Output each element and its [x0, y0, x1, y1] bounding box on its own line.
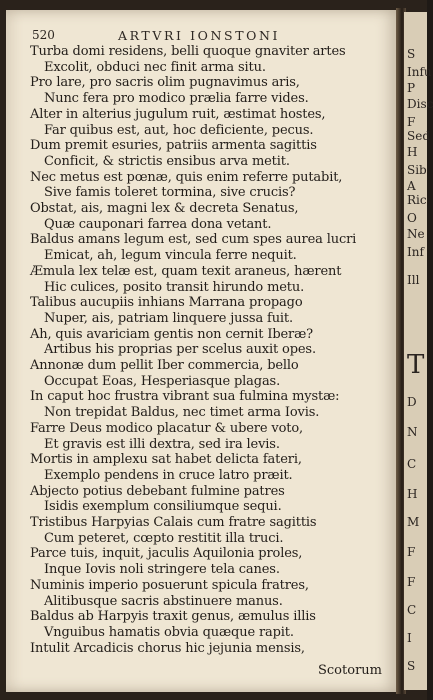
facing-page-fragment: Disc	[407, 97, 433, 111]
verse-line: Annonæ dum pellit Iber commercia, bello	[30, 358, 299, 373]
verse-line: Baldus amans legum est, sed cum spes aurea lucri	[30, 232, 357, 248]
verse-line: Vnguibus hamatis obvia quæque rapit.	[44, 624, 294, 640]
facing-page-fragment: Sed	[407, 129, 431, 143]
facing-page-edge	[404, 12, 433, 690]
verse-line: Nuper, ais, patriam linquere jussa fuit.	[44, 310, 293, 326]
verse-line: Pro lare, pro sacris olim pugnavimus aris,	[30, 75, 300, 91]
verse-line: Abjecto potius debebant fulmine patres	[30, 483, 285, 499]
verse-line: Mortis in amplexu sat habet delicta fateri,	[30, 452, 302, 468]
running-head: ARTVRI IONSTONI	[118, 28, 281, 43]
facing-page-fragment: Infu	[407, 65, 432, 79]
facing-page-fragment: M	[407, 515, 420, 529]
facing-page-fragment: S	[407, 659, 416, 673]
verse-line: Tristibus Harpyias Calais cum fratre sagittis	[30, 515, 317, 530]
verse-line: Nunc fera pro modico prælia farre vides.	[44, 91, 309, 107]
verse-line: Baldus ab Harpyis traxit genus, æmulus illis	[30, 609, 316, 625]
verse-line: Alitibusque sacris abstinuere manus.	[44, 593, 283, 609]
verse-line: Emicat, ah, legum vincula ferre nequit.	[44, 248, 297, 264]
verse-line: Occupat Eoas, Hesperiasque plagas.	[44, 373, 281, 389]
verse-line: Numinis imperio posuerunt spicula fratres,	[30, 577, 309, 593]
verse-line: Et gravis est illi dextra, sed ira levis.	[44, 436, 280, 452]
page-header	[26, 28, 396, 44]
verse-line: Intulit Arcadicis chorus hic jejunia mensis,	[30, 640, 305, 656]
facing-page-fragment: Inf	[407, 245, 424, 259]
verse-line: Dum premit esuries, patriis armenta sagittis	[30, 138, 317, 154]
verse-line: Nec metus est pœnæ, quis enim referre putabit,	[30, 169, 343, 185]
facing-page-fragment: Ric	[407, 193, 427, 207]
verse-line: Quæ cauponari farrea dona vetant.	[44, 216, 272, 232]
left-page	[6, 10, 400, 692]
facing-page-fragment: Ne	[407, 227, 425, 241]
facing-page-fragment: N	[407, 425, 418, 439]
verse-line: Hic culices, posito transit hirundo metu.	[44, 279, 305, 295]
facing-page-fragment: F	[407, 545, 416, 559]
facing-page-fragment: I	[407, 631, 412, 645]
facing-page-fragment: Ill	[407, 273, 420, 287]
facing-page-fragment: S	[407, 47, 416, 61]
verse-line: In caput hoc frustra vibrant sua fulmina mystæ:	[30, 389, 340, 405]
verse-line: Ah, quis avariciam gentis non cernit Iberæ?	[30, 326, 314, 342]
facing-page-fragment: F	[407, 575, 416, 589]
verse-line: Non trepidat Baldus, nec timet arma Iovis.	[44, 405, 320, 421]
facing-page-fragment: O	[407, 211, 417, 225]
facing-page-fragment: D	[407, 395, 417, 409]
verse-line: Farre Deus modico placatur & ubere voto,	[30, 420, 303, 436]
verse-line: Turba domi residens, belli quoque gnaviter artes	[30, 44, 346, 59]
facing-page-fragment: P	[407, 81, 416, 95]
verse-line: Obstat, ais, magni lex & decreta Senatus,	[30, 201, 299, 216]
facing-page-fragment: C	[407, 603, 417, 617]
verse-line: Parce tuis, inquit, jaculis Aquilonia proles,	[30, 546, 303, 562]
verse-line: Talibus aucupiis inhians Marrana propago	[30, 295, 303, 311]
facing-page-fragment: A	[407, 179, 416, 193]
verse-line: Isidis exemplum consiliumque sequi.	[44, 499, 282, 515]
facing-page-fragment: H	[407, 487, 418, 501]
verse-line: Exemplo pendens in cruce latro præit.	[44, 467, 293, 483]
facing-page-fragment: T	[407, 350, 425, 380]
verse-line: Excolit, obduci nec finit arma situ.	[44, 59, 266, 75]
verse-line: Conficit, & strictis ensibus arva metit.	[44, 153, 290, 169]
verse-line: Sive famis toleret tormina, sive crucis?	[44, 185, 296, 201]
facing-page-fragment: H	[407, 145, 418, 159]
catchword: Scotorum	[318, 663, 382, 678]
page-number: 520	[32, 28, 55, 42]
verse-line: Inque Iovis noli stringere tela canes.	[44, 562, 280, 578]
facing-page-fragment: Sib	[407, 163, 427, 177]
facing-page-fragment: F	[407, 115, 416, 129]
verse-line: Artibus his proprias per scelus auxit opes.	[44, 342, 316, 358]
verse-line: Æmula lex telæ est, quam texit araneus, hærent	[30, 263, 342, 279]
verse-line: Cum peteret, cœpto restitit illa truci.	[44, 530, 284, 546]
facing-page-fragment: C	[407, 457, 417, 471]
verse-line: Far quibus est, aut, hoc deficiente, pecus.	[44, 122, 314, 138]
verse-line: Alter in alterius jugulum ruit, æstimat hostes,	[30, 106, 326, 122]
